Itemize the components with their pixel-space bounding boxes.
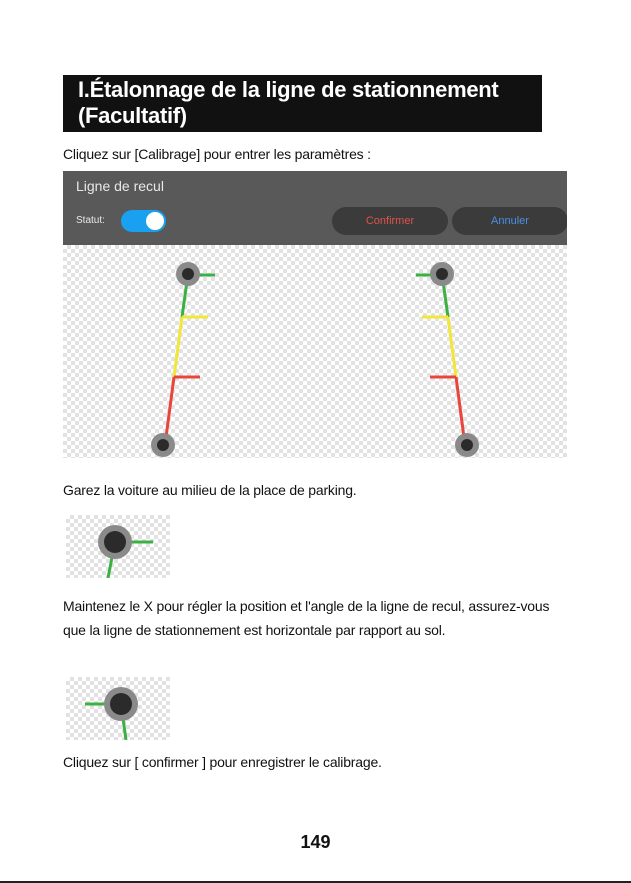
right-yellow-segment — [448, 317, 456, 377]
instruction-confirm: Cliquez sur [ confirmer ] pour enregistrer le calibrage. — [63, 754, 382, 770]
toggle-knob — [146, 212, 164, 230]
screen-header — [63, 171, 567, 245]
left-guideline — [151, 262, 215, 457]
handle-closeup-2-drawing — [66, 677, 170, 740]
left-yellow-segment — [174, 317, 182, 377]
guideline-canvas — [63, 245, 567, 458]
instruction-adjust: Maintenez le X pour régler la position et l'angle de la ligne de recul, assurez-vous que la ligne de stationnement est horizontale par rapport au sol. — [63, 598, 550, 638]
instruction-park: Garez la voiture au milieu de la place de parking. — [63, 482, 357, 498]
guideline-drawing — [63, 245, 567, 458]
status-label: Statut: — [76, 215, 105, 226]
page-number: 149 — [300, 832, 331, 852]
right-bottom-handle-center — [461, 439, 473, 451]
section-title-box — [63, 75, 542, 132]
handle-closeup-1-drawing — [66, 515, 170, 578]
cancel-button[interactable]: Annuler — [452, 207, 567, 235]
status-toggle[interactable] — [121, 210, 166, 232]
closeup-2-handle-center — [110, 693, 132, 715]
screen-title: Ligne de recul — [76, 178, 164, 194]
handle-closeup-2 — [66, 677, 170, 740]
confirm-button[interactable]: Confirmer — [332, 207, 448, 235]
closeup-1-handle-center — [104, 531, 126, 553]
left-top-handle-center — [182, 268, 194, 280]
section-title: I.Étalonnage de la ligne de stationnement (Facultatif) — [78, 77, 499, 128]
reverse-line-screen — [63, 171, 567, 458]
left-bottom-handle-center — [157, 439, 169, 451]
handle-closeup-1 — [66, 515, 170, 578]
instruction-calibrage: Cliquez sur [Calibrage] pour entrer les paramètres : — [63, 146, 371, 162]
right-top-handle-center — [436, 268, 448, 280]
right-guideline — [416, 262, 479, 457]
